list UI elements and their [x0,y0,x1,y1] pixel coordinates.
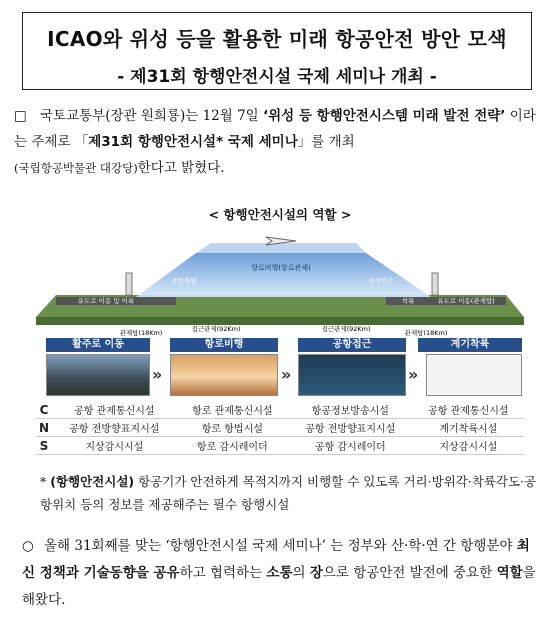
arrow-1: » [152,365,163,384]
label-ctrl-left: 관제탑(18Km) [119,329,163,337]
note-text: 항공기가 안전하게 목적지까지 비행할 수 있도록 거리·방위각·착륙각도·공항위치 등의 정보를 제공해주는 필수 항행시설 [40,474,537,512]
table-row: C 공항 관제통신시설 항로 관제통신시설 항공정보방송시설 공항 관제통신시설 [36,401,524,419]
p1-g: 한다고 밝혔다. [137,160,225,176]
tower-right [432,273,438,295]
note-mark: * [40,474,47,489]
arrow-3: » [408,365,419,384]
ground-edge [36,317,524,325]
runway-photo [46,354,150,396]
title-box [22,12,532,90]
circle-bullet: ○ [22,538,34,554]
arrow-2: » [281,365,292,384]
label-taxi-left: 유도로 이동 및 이륙 [77,297,135,305]
p1-c: 이라는 주제로 「 [14,108,536,150]
label-landing: 착륙 [401,297,415,305]
label-takeoff: 공항출발 [171,277,197,285]
p1-e: 」를 개최 [297,134,355,150]
label-appr-left: 접근관제(92Km) [191,325,241,333]
label-taxi-right: 유도로 이동(관제탑) [437,297,495,305]
table-row: N 공항 전방향표지시설 항로 항법시설 공항 전방향표지시설 계기착륙시설 [36,419,524,437]
table-row: S 지상감시시설 항로 감시레이더 공항 감시레이더 지상감시시설 [36,437,524,455]
label-enroute: 항로비행(항로관제) [251,264,311,272]
approach-radar-photo [298,354,406,396]
figure-caption: < 항행안전시설의 역할 > [208,207,352,222]
tower-left [126,273,132,295]
label-appr-right: 접근관제(92Km) [321,325,371,333]
flight-phase-diagram [36,225,524,337]
cns-table [36,401,524,455]
p1-venue: (국립항공박물관 대강당) [14,161,138,175]
square-bullet: □ [14,108,27,124]
p1-seminar: 제31회 항행안전시설* 국제 세미나 [88,134,298,150]
phase-approach: 공항접근 [298,338,406,352]
enroute-photo [170,354,278,396]
note-term: (항행안전시설) [50,474,135,489]
footnote [40,470,540,516]
p1-a: 국토교통부(장관 원희룡)는 12월 7일 [40,108,263,124]
phase-row [46,338,524,352]
airspace-prism [136,253,431,297]
p1-theme: ‘위성 등 항행안전시스템 미래 발전 전략’ [263,108,506,124]
phase-landing: 계기착륙 [418,338,522,352]
phase-runway: 활주로 이동 [46,338,150,352]
main-title: ICAO와 위성 등을 활용한 미래 항공안전 방안 모색 [47,27,507,51]
sub-title: - 제31회 항행안전시설 국제 세미나 개최 - [117,67,437,87]
label-ctrl-right: 관제탑(18Km) [404,329,448,337]
paragraph-1 [14,103,544,181]
paragraph-2: ○ 올해 31회째를 맞는 ‘항행안전시설 국제 세미나’ 는 정부와 산·학·연 간 항행분야 최신 정책과 기술동향을 공유하고 협력하는 소통의 장으로 항공안전 발전에 중요한 역할을 해왔다. [22,533,542,614]
label-approach: 공항접근 [368,277,394,285]
phase-enroute: 항로비행 [170,338,278,352]
figure [36,205,524,463]
airspace-top [196,243,366,253]
ils-diagram-photo [426,354,522,396]
